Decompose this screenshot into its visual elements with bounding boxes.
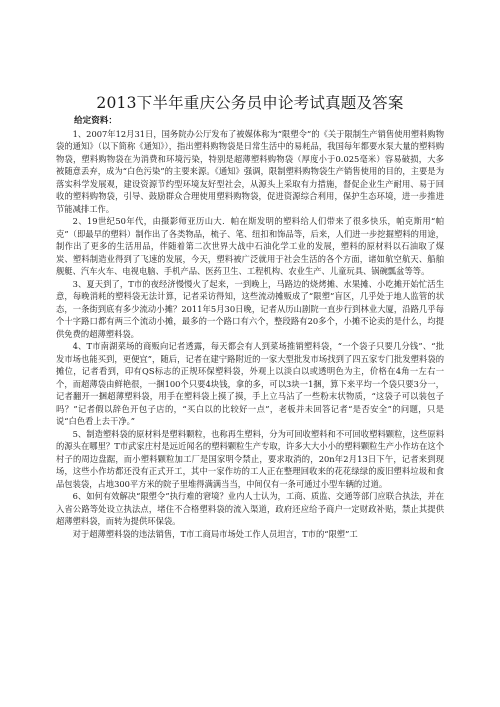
paragraph-6: 6、如何有效解决“限塑令”执行难的窘境？业内人士认为，工商、质监、交通等部门应联合执法，并在入省公路等处设立执法点，堵住不合格塑料袋的流入渠道，政府还应给予商户一定财政补贴，禁止其提供超薄塑料袋，而转为提供环保袋。	[56, 491, 444, 526]
paragraph-7: 对于超薄塑料袋的违法销售，T市工商局市场处工作人员坦言，T市的“限塑”工	[72, 528, 358, 539]
paragraph-3: 3、夏天到了，T市的夜经济慢慢火了起来，一到晚上，马路边的烧烤摊、水果摊、小吃摊开始忙活生意，每晚消耗的塑料袋无法计算，记者采访得知，这些流动摊贩成了“限塑”盲区，几乎处于地人监管的状态，一条街到底有多少流动小摊？2011年5月30日晚，记者从历山剧院一直步行到林业大厦，沿路几乎每个十字路口都有两三个流动小摊，最多的一个路口有六个，整段路有20多个，小摊不论卖的是什么，均提供免费的超薄塑料袋。	[56, 278, 444, 339]
paragraph-5: 5、制造塑料袋的原材料是塑料颗粒，也称再生塑料，分为可回收塑料和不可回收塑料颗粒，这些原料的源头在哪里？T市武家庄村是远近闻名的塑料颗粒生产专取，许多大大小小的塑料颗粒生产小作坊在这个村子的周边盘踞，而小塑料颗粒加工厂是国家明令禁止，要求取消的，20n年2月13日下午，记者来到现场，这些小作坊都还没有正式开工，其中一家作坊的工人正在整理回收来的花花绿绿的废旧塑料垃圾和食品包装袋，占地300平方米的院子里堆得满满当当，中间仅有一条可通过小型车辆的过道。	[56, 428, 444, 489]
paragraph-4: 4、T市南湖菜场的商贩向记者透露，每天都会有人到菜场推销塑料袋，“一个袋子只要几分钱”、“批发市场也能买到，更便宜”，随后，记者在建宁路附近的一家大型批发市场找到了四五家专门批发塑料袋的摊位，记者看到，印有QS标志的正规环保塑料袋，外观上以淡白以或透明色为主，价格在4角一左右一个，而超薄袋由鲜艳很，一捆100个只要4块钱，拿的多，可以3块一1捆，算下来平均一个袋只要3分一，记者翻开一捆超薄塑料袋，用手在塑料袋上摸了摸，手上立马沾了一些粉末状物质，“这袋子可以装包子吗？”记者假以辞色开包子店的，“买白以的比较好一点”，老板并未回答记者“是否安全”的问题，只是说“白色看上去干净。”	[56, 341, 444, 426]
paragraph-2: 2、19世纪50年代，由摄影师亚历山大．帕在斯发明的塑料给人们带来了很多快乐，帕克斯用“帕克”（即最早的塑料）制作出了各类物品，梳子、笔、纽扣和饰品等，后来，人们进一步挖掘塑料的用途，制作出了更多的生活用品，伴随着第二次世界大战中石油化学工业的发展，塑料的原材料以石油取了煤炭、塑料制造业得到了飞速的发展，今天，塑料被广泛就用于社会生活的各个方面，诸如航空航天、船舶舰艇、汽车火车、电视电脑、手机产品、医药卫生、工程机构、农业生产、儿童玩具、锅碗瓢盆等等。	[56, 216, 444, 276]
document-title: 2013下半年重庆公务员申论考试真题及答案	[96, 94, 404, 112]
section-label: 给定资料：	[74, 116, 117, 126]
paragraph-1: 1、2007年12月31日，国务院办公厅发布了被媒体称为“限塑令”的《关于限制生产销售使用塑料购物袋的通知》（以下简称《通知》），指出塑料购物袋是日常生活中的易耗品，我国每年都要水泵大量的塑料购物袋，塑料购物袋在为消费和环境污染，特别是超薄塑料购物袋（厚度小于0.025毫米）容易破损，大多被随意丢弃，成为“白色污染”的主要来源。《通知》强调，限制塑料购物袋生产销售使用的目的，主要是为落实科学发展观，建设资源节约型环境友好型社会，从源头上采取有力措施，督促企业生产耐用、易于回收的塑料购物袋，引导、鼓励群众合理使用塑料购物袋，促进资源综合利用，保护生态环境，进一步推进节能减排工作。	[56, 128, 444, 214]
